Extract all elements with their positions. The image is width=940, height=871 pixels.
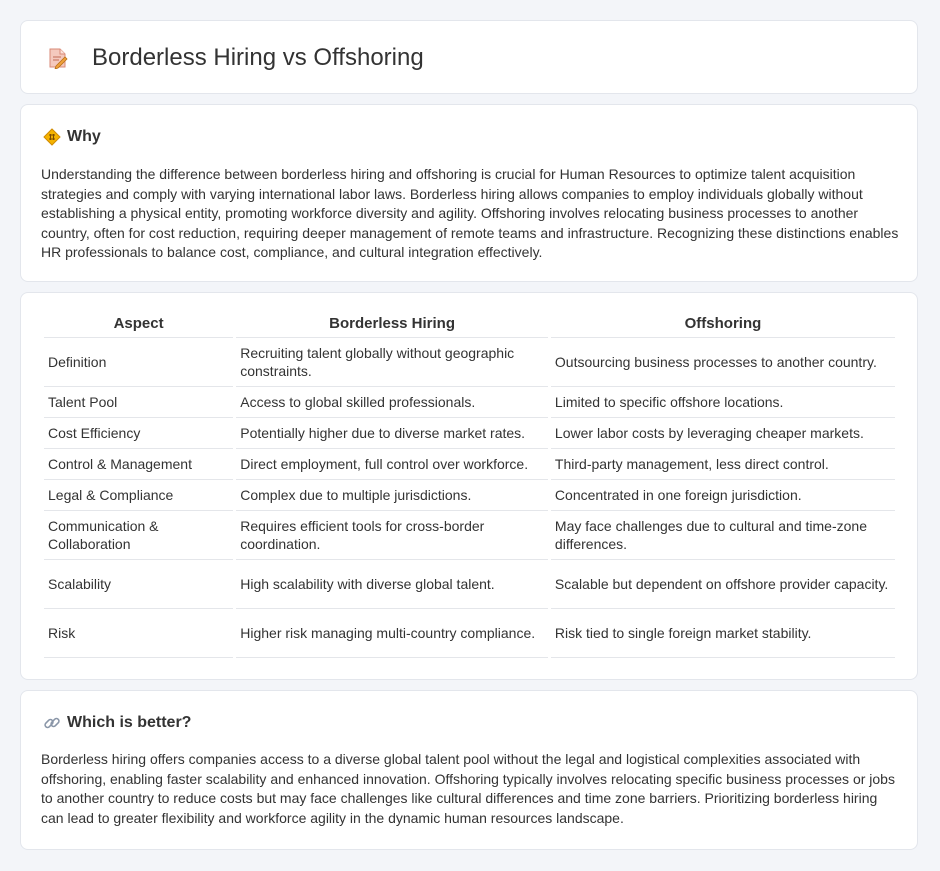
which-is-better-section <box>20 690 918 850</box>
row-borderless: Complex due to multiple jurisdictions. <box>236 480 548 511</box>
row-offshoring: Concentrated in one foreign jurisdiction. <box>551 480 895 511</box>
row-offshoring: May face challenges due to cultural and time-zone differences. <box>551 511 895 560</box>
row-borderless: Higher risk managing multi-country compliance. <box>236 609 548 658</box>
why-body: Understanding the difference between borderless hiring and offshoring is crucial for Human Resources to optimize talent acquisition strategies and comply with varying international labor laws. Borderless hiring allows companies to employ individuals globally without establishing a physical entity, promoting workforce diversity and agility. Offshoring involves relocating business processes to another country, often for cost reduction, requiring deeper management of remote teams and infrastructure. Recognizing these distinctions enables HR professionals to balance cost, compliance, and cultural integration effectively. <box>41 166 899 260</box>
table-row <box>44 387 895 418</box>
table-row <box>44 338 895 387</box>
row-aspect: Control & Management <box>44 449 233 480</box>
which-is-better-body: Borderless hiring offers companies access to a diverse global talent pool without the legal and logistical complexities associated with offshoring, enabling faster scalability and enhanced innovation. Offshoring typically involves relocating specific business processes or jobs to another country to reduce costs but may face challenges like cultural differences and time zone barriers. Prioritizing borderless hiring can lead to greater flexibility and workforce agility in the dynamic human resources landscape. <box>41 751 895 826</box>
row-borderless: Potentially higher due to diverse market rates. <box>236 418 548 449</box>
table-row <box>44 449 895 480</box>
link-icon <box>43 714 61 732</box>
document-pencil-icon <box>47 47 69 69</box>
why-heading: Why <box>67 128 101 145</box>
row-aspect: Cost Efficiency <box>44 418 233 449</box>
row-aspect: Definition <box>44 338 233 387</box>
row-offshoring: Scalable but dependent on offshore provider capacity. <box>551 560 895 609</box>
page-title: Borderless Hiring vs Offshoring <box>92 44 424 71</box>
row-aspect: Talent Pool <box>44 387 233 418</box>
diamond-sign-icon <box>43 128 61 146</box>
which-is-better-heading: Which is better? <box>67 714 192 731</box>
title-card <box>20 20 918 94</box>
table-row <box>44 418 895 449</box>
row-borderless: Requires efficient tools for cross-border coordination. <box>236 511 548 560</box>
table-row <box>44 609 895 658</box>
row-offshoring: Third-party management, less direct control. <box>551 449 895 480</box>
comparison-table <box>41 315 898 658</box>
comparison-table-card <box>20 292 918 680</box>
row-offshoring: Risk tied to single foreign market stability. <box>551 609 895 658</box>
header-borderless-hiring: Borderless Hiring <box>236 315 548 338</box>
row-borderless: Direct employment, full control over workforce. <box>236 449 548 480</box>
row-offshoring: Lower labor costs by leveraging cheaper markets. <box>551 418 895 449</box>
row-borderless: High scalability with diverse global talent. <box>236 560 548 609</box>
row-borderless: Access to global skilled professionals. <box>236 387 548 418</box>
table-row <box>44 560 895 609</box>
row-aspect: Legal & Compliance <box>44 480 233 511</box>
row-aspect: Risk <box>44 609 233 658</box>
table-header-row <box>44 315 895 338</box>
why-section <box>20 104 918 282</box>
row-offshoring: Limited to specific offshore locations. <box>551 387 895 418</box>
row-aspect: Communication & Collaboration <box>44 511 233 560</box>
table-row <box>44 511 895 560</box>
row-aspect: Scalability <box>44 560 233 609</box>
row-offshoring: Outsourcing business processes to another country. <box>551 338 895 387</box>
row-borderless: Recruiting talent globally without geographic constraints. <box>236 338 548 387</box>
table-row <box>44 480 895 511</box>
header-offshoring: Offshoring <box>551 315 895 338</box>
header-aspect: Aspect <box>44 315 233 338</box>
